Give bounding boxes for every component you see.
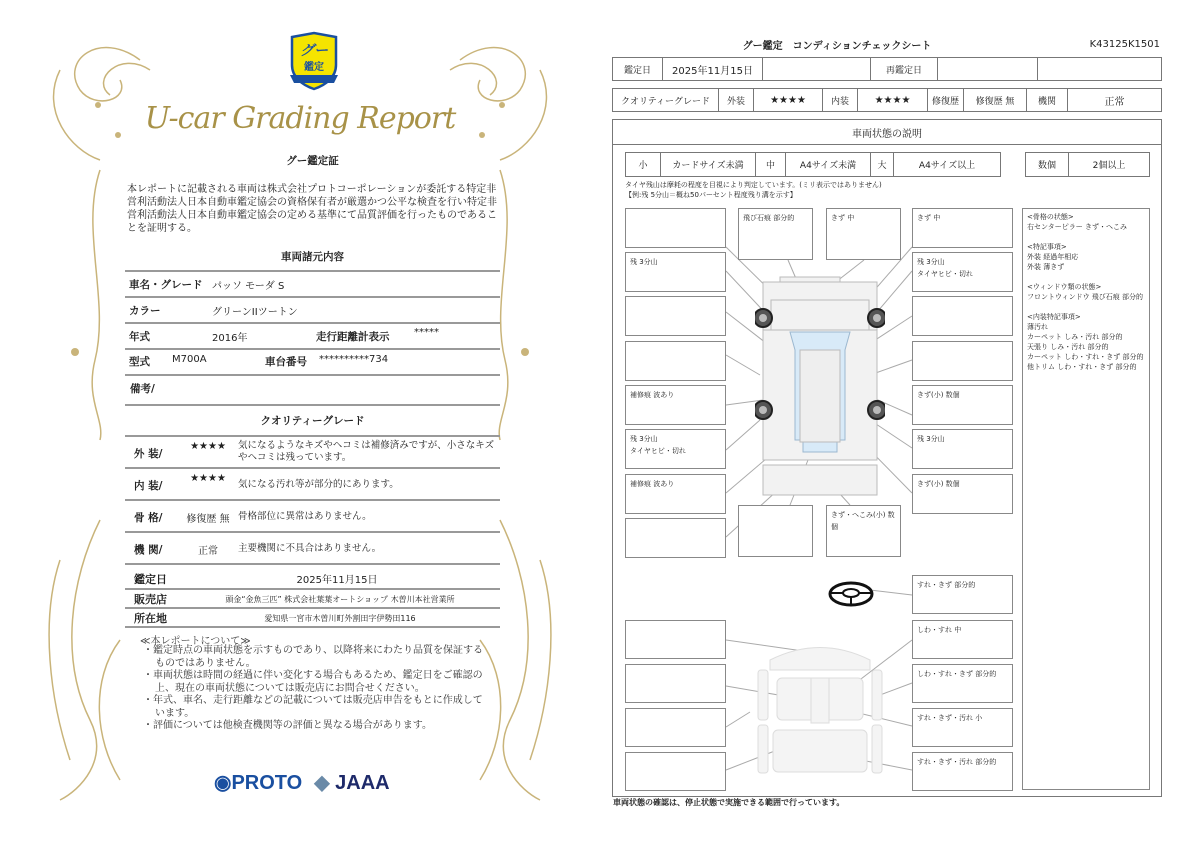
interior-box-right: しわ・すれ 中 xyxy=(912,620,1013,659)
name-value: パッソ モーダ S xyxy=(212,281,285,292)
address-value: 愛知県一宮市木曽川町外割田字伊勢田116 xyxy=(264,614,416,623)
exterior-box-left: 補修痕 波あり xyxy=(625,385,726,425)
grade-desc: 気になるようなキズやヘコミは補修済みですが、小さなキズやヘコミは残っています。 xyxy=(238,440,495,463)
grade-label: 内 装/ xyxy=(134,480,163,492)
interior-box-right: しわ・すれ・きず 部分的 xyxy=(912,664,1013,703)
interior-box-left xyxy=(625,664,726,703)
exterior-box-right: きず(小) 数個 xyxy=(912,385,1013,425)
notes-box xyxy=(1022,208,1150,790)
notes-line: カーペット しみ・汚れ 部分的 xyxy=(1027,333,1123,341)
row2-repair-label: 修復歴 xyxy=(927,88,964,112)
year-label: 年式 xyxy=(129,331,150,343)
date-value: 2025年11月15日 xyxy=(296,575,378,586)
car-interior-diagram xyxy=(755,640,885,775)
interior-box-left xyxy=(625,708,726,747)
grade-label: 機 関/ xyxy=(134,544,163,556)
size-legend-cell: 中 xyxy=(755,152,786,177)
size-legend-cell: 小 xyxy=(625,152,661,177)
notes-line: <内装特記事項> xyxy=(1027,313,1081,321)
notes-line: フロントウィンドウ 飛び石痕 部分的 xyxy=(1027,293,1144,301)
remarks-label: 備考/ xyxy=(130,383,155,395)
steering-wheel-icon xyxy=(827,581,875,607)
grade-desc: 気になる汚れ等が部分的にあります。 xyxy=(238,479,399,490)
about-item: ・評価については他検査機関等の評価と異なる場合があります。 xyxy=(143,720,432,731)
address-label: 所在地 xyxy=(134,612,167,625)
interior-box-right: すれ・きず・汚れ 部分的 xyxy=(912,752,1013,791)
cert-title: グー鑑定証 xyxy=(286,155,339,167)
cert-text: 本レポートに記載される車両は株式会社プロトコーポレーションが委託する特定非営利活動法人日本自動車鑑定協会の資格保有者が厳選かつ公平な検査を行い特定非営利活動法人日本自動車鑑定協会の定める基準にて品質評価を行ったものであることを証明する。 xyxy=(127,184,497,234)
model-value: M700A xyxy=(172,354,207,365)
grade-value: 正常 xyxy=(198,546,218,557)
notes-line xyxy=(1027,302,1145,312)
row2-int-label: 内装 xyxy=(822,88,858,112)
exterior-box-right: きず(小) 数個 xyxy=(912,474,1013,514)
footer-note: 車両状態の確認は、停止状態で実施できる範囲で行っています。 xyxy=(613,798,845,807)
grade-desc: 骨格部位に異常はありません。 xyxy=(238,511,372,522)
chassis-value: **********734 xyxy=(319,354,389,365)
notes-line: カーペット しわ・すれ・きず 部分的 xyxy=(1027,353,1144,361)
row2-int: ★★★★ xyxy=(857,88,928,112)
model-label: 型式 xyxy=(129,356,150,368)
row2-engine-label: 機関 xyxy=(1026,88,1068,112)
svg-text:鑑定: 鑑定 xyxy=(304,62,324,73)
notes-line: 右センターピラー きず・へこみ xyxy=(1027,223,1127,231)
tire-note-1: タイヤ残山は摩耗の程度を目視により判定しています。(ミリ表示ではありません) xyxy=(625,181,882,189)
proto-logo: ◉PROTO xyxy=(214,772,303,794)
color-label: カラー xyxy=(129,305,161,317)
row2-repair: 修復歴 無 xyxy=(963,88,1027,112)
mileage-value: ***** xyxy=(414,327,439,338)
size-legend-cell: A4サイズ以上 xyxy=(893,152,1001,177)
exterior-box-top: きず 中 xyxy=(826,208,901,260)
exterior-box-right xyxy=(912,341,1013,381)
year-value: 2016年 xyxy=(212,333,248,344)
exterior-box-right xyxy=(912,296,1013,336)
exterior-box-right: 残 3分山 タイヤヒビ・切れ xyxy=(912,252,1013,292)
exterior-box-bottom xyxy=(738,505,813,557)
color-value: グリーンIIツートン xyxy=(212,307,298,318)
name-label: 車名・グレード xyxy=(129,279,203,291)
svg-text:グー: グー xyxy=(300,43,328,59)
exterior-box-bottom: きず・へこみ(小) 数個 xyxy=(826,505,901,557)
interior-box-left xyxy=(625,752,726,791)
section-title: 車両状態の説明 xyxy=(612,119,1162,145)
exterior-box-left xyxy=(625,208,726,248)
script-title: U-car Grading Report xyxy=(144,101,456,136)
notes-line: 外装 経過年相応 xyxy=(1027,253,1079,261)
grade-label: 外 装/ xyxy=(134,448,163,460)
row2-engine: 正常 xyxy=(1067,88,1162,112)
exterior-box-right: きず 中 xyxy=(912,208,1013,248)
notes-line: 天張り しみ・汚れ 部分的 xyxy=(1027,343,1109,351)
row1-date: 2025年11月15日 xyxy=(662,57,763,81)
grade-desc: 主要機関に不具合はありません。 xyxy=(238,543,382,554)
about-title: ≪本レポートについて≫ xyxy=(140,636,251,647)
date-label: 鑑定日 xyxy=(134,573,167,586)
grade-value: ★★★★ xyxy=(190,473,226,484)
interior-box-right: すれ・きず 部分的 xyxy=(912,575,1013,614)
row2-grade-label: クオリティーグレード xyxy=(612,88,719,112)
count-legend-label: 数個 xyxy=(1025,152,1069,177)
about-item: ・年式、車名、走行距離などの記載については販売店申告をもとに作成しています。 xyxy=(143,695,483,719)
about-item: ・鑑定時点の車両状態を示すものであり、以降将来にわたり品質を保証するものではありません。 xyxy=(143,645,483,669)
jaaa-logo: ◆ JAAA xyxy=(314,772,390,794)
notes-line: 他トリム しわ・すれ・きず 部分的 xyxy=(1027,363,1137,371)
chassis-label: 車台番号 xyxy=(265,356,307,368)
leader-line xyxy=(726,712,750,727)
interior-box-right: すれ・きず・汚れ 小 xyxy=(912,708,1013,747)
exterior-box-left: 残 3分山 xyxy=(625,252,726,292)
notes-line: <特記事項> xyxy=(1027,243,1067,251)
notes-line: <骨格の状態> xyxy=(1027,213,1074,221)
sheet-title: グー鑑定 コンディションチェックシート xyxy=(742,41,932,52)
notes-line: <ウィンドウ類の状態> xyxy=(1027,283,1102,291)
leader-line xyxy=(870,590,912,595)
exterior-box-top: 飛び石痕 部分的 xyxy=(738,208,813,260)
count-legend-value: 2個以上 xyxy=(1068,152,1150,177)
notes-line: 外装 薄きず xyxy=(1027,263,1065,271)
row2-ext: ★★★★ xyxy=(753,88,823,112)
grade-title: クオリティーグレード xyxy=(260,415,365,427)
shop-value: 頭金“金魚三匹” 株式会社葉葉オートショップ 木曽川本社営業所 xyxy=(225,595,455,604)
about-item: ・車両状態は時間の経過に伴い変化する場合もあるため、鑑定日をご確認の上、現在の車両状態については販売店にお問合せください。 xyxy=(143,670,483,694)
exterior-box-left xyxy=(625,518,726,558)
shop-label: 販売店 xyxy=(134,593,167,606)
grade-label: 骨 格/ xyxy=(134,512,163,524)
exterior-box-left: 残 3分山 タイヤヒビ・切れ xyxy=(625,429,726,469)
exterior-box-left: 補修痕 波あり xyxy=(625,474,726,514)
exterior-box-right: 残 3分山 xyxy=(912,429,1013,469)
size-legend-cell: カードサイズ未満 xyxy=(660,152,756,177)
mileage-label: 走行距離計表示 xyxy=(316,331,390,343)
notes-line: 薄汚れ xyxy=(1027,323,1048,331)
grade-value: ★★★★ xyxy=(190,441,226,452)
notes-line xyxy=(1027,232,1145,242)
exterior-box-left xyxy=(625,296,726,336)
spec-title: 車両諸元内容 xyxy=(281,251,344,263)
size-legend-cell: 大 xyxy=(870,152,894,177)
notes-line xyxy=(1027,272,1145,282)
tire-note-2: 【例:残 5分山＝概ね50パーセント程度残り溝を示す】 xyxy=(625,191,797,199)
car-top-view-diagram xyxy=(755,270,885,500)
row2-ext-label: 外装 xyxy=(718,88,754,112)
grade-value: 修復歴 無 xyxy=(186,514,230,525)
row1-date-label: 鑑定日 xyxy=(612,57,663,81)
exterior-box-left xyxy=(625,341,726,381)
interior-box-left xyxy=(625,620,726,659)
sheet-code: K43125K1501 xyxy=(1089,39,1160,50)
size-legend-cell: A4サイズ未満 xyxy=(785,152,871,177)
row1-redate-label: 再鑑定日 xyxy=(870,57,938,81)
